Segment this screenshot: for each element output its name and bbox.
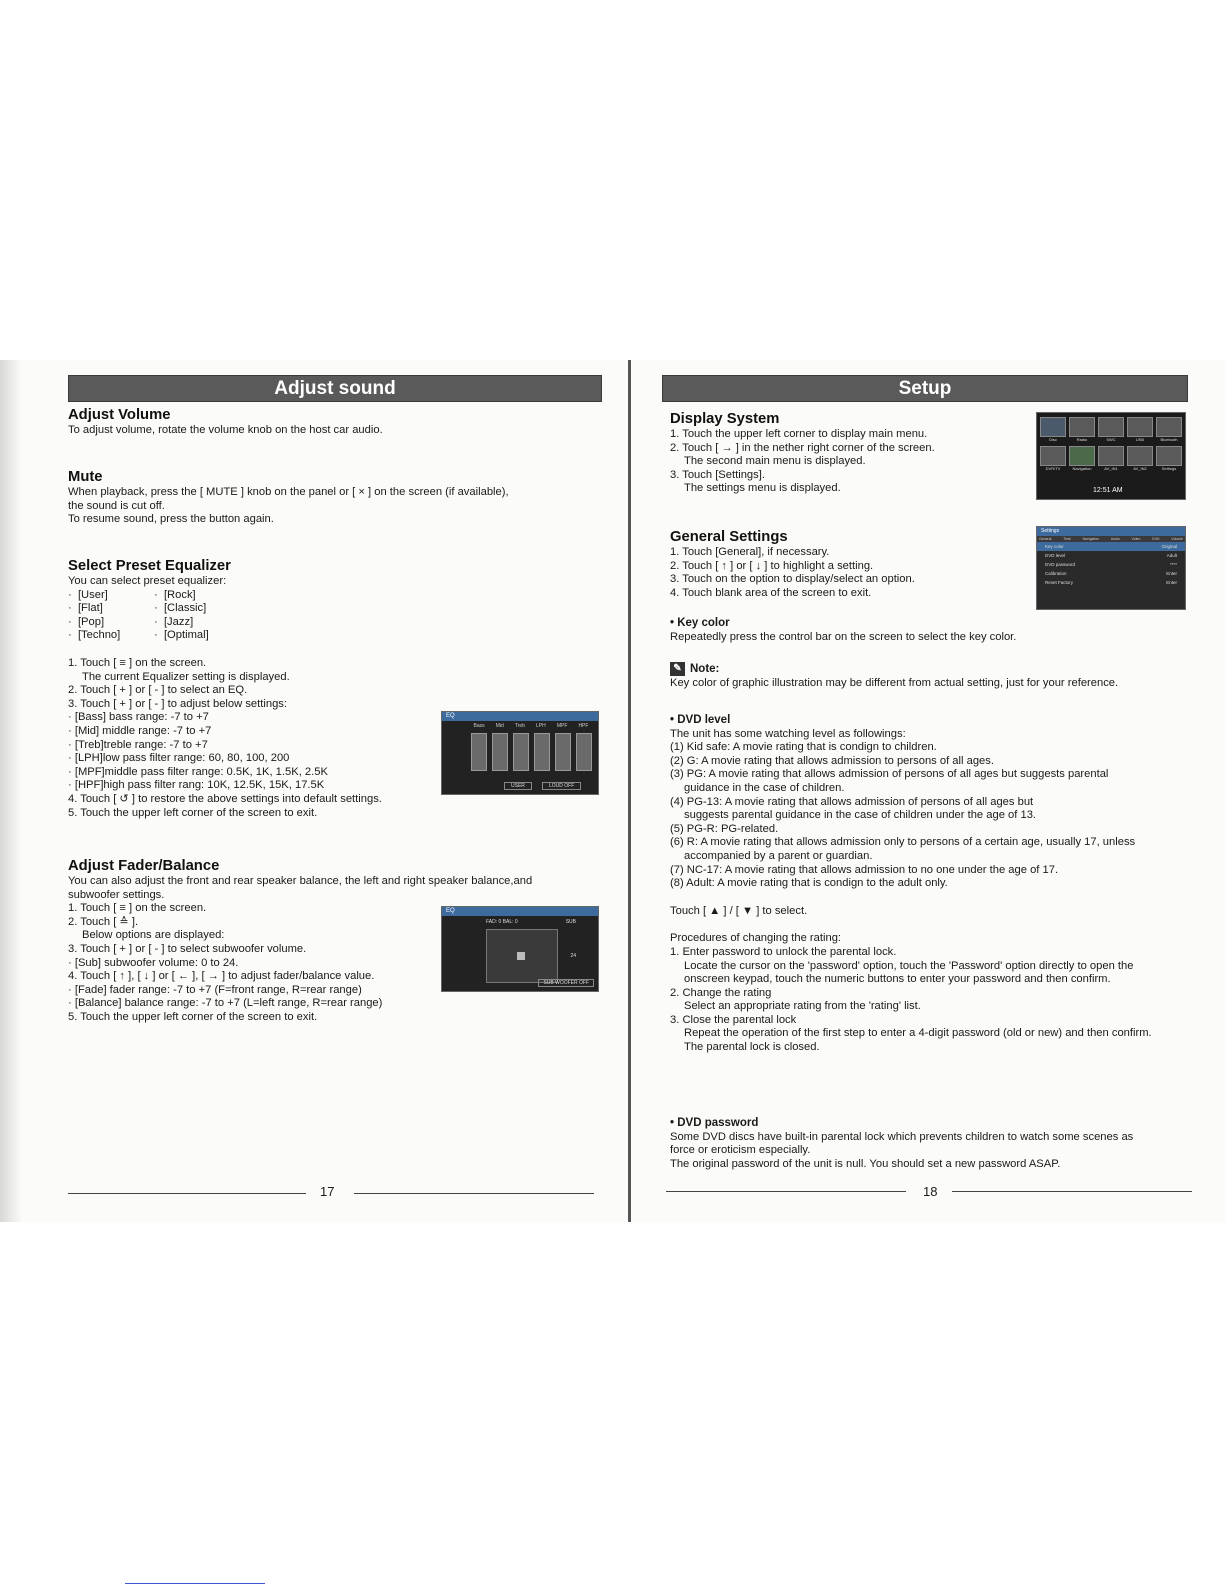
- eq-step: 1. Touch [ ≡ ] on the screen.: [68, 656, 207, 669]
- dvd-level-line: (1) Kid safe: A movie rating that is condign to children.: [670, 741, 937, 754]
- eq-slider: [534, 733, 550, 771]
- procedure-line: Locate the cursor on the 'password' option, touch the 'Password' option directly to open the: [684, 959, 1134, 972]
- dvd-password-line: The original password of the unit is null. You should set a new password ASAP.: [670, 1157, 1061, 1170]
- fader-line: subwoofer settings.: [68, 888, 165, 901]
- settings-tab: General: [1039, 537, 1052, 541]
- eq-step: · [Mid] middle range: -7 to +7: [68, 724, 212, 737]
- fader-line: 2. Touch [ ≙ ].: [68, 915, 139, 928]
- preset-item: · [Rock]: [154, 588, 196, 601]
- general-line: 3. Touch on the option to display/select an option.: [670, 573, 915, 586]
- right-banner: Setup: [662, 375, 1188, 402]
- settings-icon: [1156, 446, 1182, 466]
- fader-subwoofer: SUB WOOFER OFF: [538, 979, 594, 987]
- eq-slider: [576, 733, 592, 771]
- settings-row: DVD password ****: [1045, 562, 1177, 567]
- menu-tile: [1156, 446, 1182, 471]
- footer-rule: [666, 1191, 906, 1192]
- eq-preset: USER: [504, 782, 532, 790]
- settings-screenshot: [1036, 526, 1186, 610]
- fader-line: 4. Touch [ ↑ ], [ ↓ ] or [ ← ], [ → ] to adjust fader/balance value.: [68, 970, 375, 983]
- menu-tile-label: Navigation: [1072, 466, 1092, 471]
- binding-shadow: [0, 360, 22, 1222]
- dvd-level-line: (6) R: A movie rating that allows admission only to persons of a certain age, usually 17, unless: [670, 836, 1136, 849]
- display-line: 3. Touch [Settings].: [670, 468, 765, 481]
- right-page-number: 18: [923, 1184, 938, 1199]
- eq-step: 5. Touch the upper left corner of the screen to exit.: [68, 806, 318, 819]
- adjust-volume-section: [68, 406, 383, 438]
- preset-item: · [Optimal]: [154, 629, 209, 642]
- settings-row: Reset Factory Enter: [1045, 580, 1177, 585]
- note-section: [670, 662, 1118, 690]
- fader-grid: [486, 929, 558, 983]
- eq-loud: LOUD OFF: [542, 782, 581, 790]
- fader-line: 1. Touch [ ≡ ] on the screen.: [68, 902, 207, 915]
- equalizer-intro: You can select preset equalizer:: [68, 575, 227, 587]
- fader-title: Adjust Fader/Balance: [68, 858, 220, 874]
- eq-step: 3. Touch [ + ] or [ - ] to adjust below settings:: [68, 697, 287, 710]
- menu-tile-label: USB: [1135, 437, 1145, 442]
- general-line: 4. Touch blank area of the screen to exit.: [670, 586, 872, 599]
- fader-line: · [Balance] balance range: -7 to +7 (L=left range, R=rear range): [68, 997, 383, 1010]
- menu-tile-label: Bluetooth: [1160, 437, 1178, 442]
- preset-item: · [Pop]: [68, 615, 105, 628]
- left-page-number: 17: [320, 1184, 335, 1199]
- eq-label: Mid: [495, 723, 504, 729]
- key-color-section: [670, 617, 1016, 644]
- fader-screenshot: [441, 906, 599, 992]
- settings-row: DVD level Adult: [1045, 553, 1177, 558]
- equalizer-title: Select Preset Equalizer: [68, 558, 231, 574]
- menu-tile-label: Radio: [1076, 437, 1088, 442]
- eq-step: 4. Touch [ ↺ ] to restore the above settings into default settings.: [68, 792, 382, 805]
- menu-tile: [1040, 417, 1066, 442]
- fader-line: 5. Touch the upper left corner of the screen to exit.: [68, 1010, 318, 1023]
- fader-line: You can also adjust the front and rear speaker balance, the left and right speaker balance,and: [68, 875, 533, 887]
- fader-line: · [Sub] subwoofer volume: 0 to 24.: [68, 956, 239, 969]
- right-page: [662, 375, 1188, 1215]
- procedure-line: Repeat the operation of the first step to enter a 4-digit password (old or new) and then confirm.: [684, 1027, 1152, 1040]
- menu-tile-label: Settings: [1161, 466, 1177, 471]
- display-system-section: [670, 410, 935, 496]
- eq-shot-header: EQ: [442, 712, 598, 721]
- procedure-line: 2. Change the rating: [670, 986, 772, 999]
- display-system-title: Display System: [670, 411, 780, 427]
- preset-item: · [Jazz]: [154, 615, 194, 628]
- eq-step: · [HPF]high pass filter rang: 10K, 12.5K, 15K, 17.5K: [68, 779, 325, 792]
- eq-label: MPF: [556, 723, 568, 729]
- note-icon: ✎: [670, 662, 685, 676]
- procedure-line: 1. Enter password to unlock the parental lock.: [670, 945, 897, 958]
- menu-tile: [1098, 446, 1124, 471]
- dvd-level-select: Touch [ ▲ ] / [ ▼ ] to select.: [670, 904, 808, 917]
- dvd-level-line: (7) NC-17: A movie rating that allows admission to no one under the age of 17.: [670, 863, 1059, 876]
- general-line: 2. Touch [ ↑ ] or [ ↓ ] to highlight a setting.: [670, 559, 874, 572]
- note-label: Note:: [690, 663, 720, 676]
- procedure-line: Select an appropriate rating from the 'rating' list.: [684, 1000, 921, 1013]
- procedure-line: onscreen keypad, touch the numeric buttons to enter your password and then confirm.: [684, 973, 1111, 986]
- key-color-title: • Key color: [670, 617, 730, 629]
- dvd-level-line: (3) PG: A movie rating that allows admission of persons of all ages but suggests parental: [670, 768, 1109, 781]
- radio-icon: [1069, 417, 1095, 437]
- key-color-text: Repeatedly press the control bar on the screen to select the key color.: [670, 630, 1017, 643]
- disc-icon: [1040, 417, 1066, 437]
- dvd-level-line: (5) PG-R: PG-related.: [670, 822, 779, 835]
- fader-line: · [Fade] fader range: -7 to +7 (F=front range, R=rear range): [68, 983, 362, 996]
- settings-row: Calibration Enter: [1045, 571, 1177, 576]
- equalizer-section: [68, 557, 382, 820]
- av-in-icon: [1127, 446, 1153, 466]
- footer-rule: [354, 1193, 594, 1194]
- usb-icon: [1127, 417, 1153, 437]
- left-page: [68, 375, 602, 1215]
- general-settings-section: [670, 528, 915, 600]
- fader-sub-value: 24: [570, 953, 576, 959]
- menu-tile: [1156, 417, 1182, 442]
- main-menu-grid: [1037, 413, 1185, 471]
- eq-label: Treb: [514, 723, 525, 729]
- dvd-level-line: The unit has some watching level as followings:: [670, 727, 906, 740]
- footer-rule: [952, 1191, 1192, 1192]
- main-menu-screenshot: [1036, 412, 1186, 500]
- eq-sliders: [442, 729, 598, 771]
- menu-tile-label: AV_IN1: [1104, 466, 1118, 471]
- menu-tile-label: DVR/TV: [1045, 466, 1061, 471]
- note-heading: [670, 662, 1118, 677]
- settings-rows: [1037, 542, 1185, 587]
- eq-slider: [513, 733, 529, 771]
- dvd-level-line: (4) PG-13: A movie rating that allows admission of persons of all ages but: [670, 795, 1034, 808]
- eq-step: The current Equalizer setting is displayed.: [82, 670, 290, 683]
- procedure-line: Procedures of changing the rating:: [670, 932, 842, 945]
- preset-item: · [Flat]: [68, 602, 103, 615]
- menu-tile: [1040, 446, 1066, 471]
- dvd-password-title: • DVD password: [670, 1117, 759, 1129]
- fader-shot-header: EQ: [442, 907, 598, 916]
- menu-tile: [1127, 446, 1153, 471]
- dvd-level-title: • DVD level: [670, 714, 731, 726]
- dvd-level-section: [670, 714, 1152, 1055]
- menu-tile: [1069, 446, 1095, 471]
- page-gutter: [628, 360, 631, 1222]
- settings-tab: Video: [1131, 537, 1141, 541]
- fader-line: Below options are displayed:: [82, 929, 225, 942]
- eq-shot-labels: [442, 721, 598, 729]
- link-underline: [125, 1583, 265, 1584]
- eq-label: Bass: [473, 723, 485, 729]
- dvd-level-line: suggests parental guidance in the case of children under the age of 13.: [684, 809, 1037, 822]
- menu-tile: [1098, 417, 1124, 442]
- dvd-password-line: Some DVD discs have built-in parental lock which prevents children to watch some scenes as: [670, 1130, 1134, 1143]
- procedure-line: The parental lock is closed.: [684, 1041, 820, 1054]
- adjust-volume-title: Adjust Volume: [68, 407, 171, 423]
- settings-tab: DVD: [1152, 537, 1160, 541]
- eq-step: 2. Touch [ + ] or [ - ] to select an EQ.: [68, 684, 248, 697]
- eq-slider: [471, 733, 487, 771]
- menu-tile-label: SWC: [1106, 437, 1116, 442]
- eq-step: · [LPH]low pass filter range: 60, 80, 100, 200: [68, 752, 290, 765]
- eq-label: LPH: [536, 723, 546, 729]
- mute-section: [68, 468, 509, 527]
- left-banner: Adjust sound: [68, 375, 602, 402]
- mute-line: When playback, press the [ MUTE ] knob on the panel or [ × ] on the screen (if available),: [68, 486, 509, 498]
- settings-tab: Volume: [1171, 537, 1183, 541]
- eq-slider: [555, 733, 571, 771]
- menu-tile: [1069, 417, 1095, 442]
- footer-rule: [68, 1193, 306, 1194]
- navigation-icon: [1069, 446, 1095, 466]
- procedure-line: 3. Close the parental lock: [670, 1013, 797, 1026]
- fader-sub-label: SUB: [565, 919, 576, 925]
- display-line: 2. Touch [ → ] in the nether right corner of the screen.: [670, 441, 935, 454]
- mute-line: To resume sound, press the button again.: [68, 513, 274, 526]
- bluetooth-icon: [1156, 417, 1182, 437]
- eq-step: · [Bass] bass range: -7 to +7: [68, 711, 209, 724]
- av-in-icon: [1098, 446, 1124, 466]
- display-line: 1. Touch the upper left corner to display main menu.: [670, 428, 928, 440]
- display-line: The second main menu is displayed.: [684, 455, 866, 468]
- eq-slider: [492, 733, 508, 771]
- steering-wheel-icon: [1098, 417, 1124, 437]
- adjust-volume-text: To adjust volume, rotate the volume knob on the host car audio.: [68, 424, 383, 436]
- menu-tile-label: AV_IN2: [1133, 466, 1147, 471]
- settings-row: Key color Original: [1037, 542, 1185, 551]
- eq-step: · [MPF]middle pass filter range: 0.5K, 1K, 1.5K, 2.5K: [68, 765, 328, 778]
- settings-tab: Navigation: [1082, 537, 1100, 541]
- menu-tile-label: Disc: [1049, 437, 1057, 442]
- fader-line: 3. Touch [ + ] or [ - ] to select subwoofer volume.: [68, 942, 307, 955]
- settings-tab: Time: [1063, 537, 1071, 541]
- general-settings-title: General Settings: [670, 529, 788, 545]
- note-text: Key color of graphic illustration may be different from actual setting, just for your reference.: [670, 676, 1119, 689]
- dvd-level-line: (8) Adult: A movie rating that is condign to the adult only.: [670, 877, 948, 890]
- preset-item: · [Techno]: [68, 629, 121, 642]
- settings-shot-header: Settings: [1037, 527, 1185, 536]
- mute-line: the sound is cut off.: [68, 499, 165, 512]
- fader-readout: FAD: 0 BAL: 0: [486, 919, 518, 925]
- preset-list: [68, 589, 382, 643]
- display-line: The settings menu is displayed.: [684, 482, 841, 495]
- dvd-level-line: guidance in the case of children.: [684, 781, 845, 794]
- settings-tab: Audio: [1110, 537, 1120, 541]
- menu-clock: 12:51 AM: [1093, 487, 1123, 494]
- mute-title: Mute: [68, 469, 103, 485]
- eq-step: · [Treb]treble range: -7 to +7: [68, 738, 208, 751]
- dvd-level-line: (2) G: A movie rating that allows admission to persons of all ages.: [670, 754, 994, 767]
- general-line: 1. Touch [General], if necessary.: [670, 546, 830, 558]
- dvd-level-line: accompanied by a parent or guardian.: [684, 849, 873, 862]
- preset-item: · [User]: [68, 588, 108, 601]
- eq-screenshot: [441, 711, 599, 795]
- fader-position-marker: [517, 952, 525, 960]
- preset-item: · [Classic]: [154, 602, 207, 615]
- eq-label: HPF: [578, 723, 589, 729]
- dvd-password-line: force or eroticism especially.: [670, 1144, 811, 1157]
- dvd-password-section: [670, 1117, 1133, 1171]
- tv-icon: [1040, 446, 1066, 466]
- menu-tile: [1127, 417, 1153, 442]
